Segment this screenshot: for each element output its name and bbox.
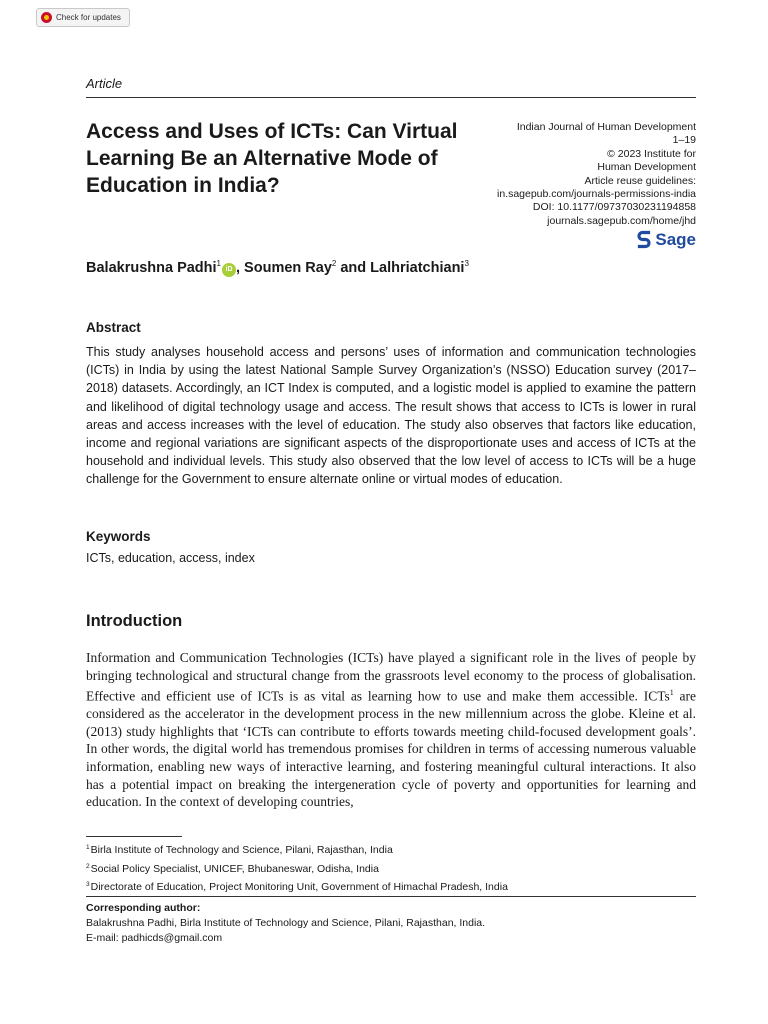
- journal-name: Indian Journal of Human Development: [516, 121, 696, 133]
- keywords-list: ICTs, education, access, index: [86, 551, 255, 565]
- affiliation-marker: 1: [216, 259, 221, 268]
- footnote-item: [86, 840, 508, 859]
- footnote-item: [86, 877, 508, 896]
- footnote-text: Social Policy Specialist, UNICEF, Bhubaneswar, Odisha, India: [90, 862, 379, 875]
- author-name: , Soumen Ray: [236, 260, 332, 276]
- introduction-heading: Introduction: [86, 612, 183, 630]
- affiliation-marker: 2: [331, 259, 337, 268]
- footnote-text: Directorate of Education, Project Monitoring Unit, Government of Himachal Pradesh, India: [90, 881, 508, 894]
- corresponding-divider: [86, 896, 696, 897]
- footnote-marker: 1: [669, 688, 674, 698]
- article-title: Access and Uses of ICTs: Can Virtual Learning Be an Alternative Mode of Education in India?: [86, 120, 458, 197]
- header-divider: [86, 97, 696, 98]
- footnotes: [86, 840, 508, 896]
- check-updates-icon: [41, 12, 52, 23]
- journal-meta: [436, 121, 696, 228]
- footnote-divider: [86, 836, 182, 837]
- corresponding-email[interactable]: E-mail: padhicds@gmail.com: [86, 932, 223, 944]
- corresponding-affiliation: Balakrushna Padhi, Birla Institute of Technology and Science, Pilani, Rajasthan, India.: [86, 917, 486, 929]
- abstract-heading: Abstract: [86, 320, 141, 335]
- footnote-number: 3: [86, 881, 90, 889]
- intro-text-part: are considered as the accelerator in the development process in the new millennium across the globe. Kleine et al. (2013) study highlights that ‘ICTs can contribute to efforts towards meeting child-focused development goals’. In other words, the digital world has tremendous promises for children in terms of accessing numerous valuable information, enabling new ways of interactive learning, and fostering meaningful cultural interactions. It also has a potential impact on breaking the intergeneration cycle of poverty and opportunities for learning and education. In the context of developing countries,: [86, 688, 697, 810]
- footnote-number: 1: [86, 844, 90, 851]
- author-name: Balakrushna Padhi: [86, 260, 217, 276]
- doi-link[interactable]: DOI: 10.1177/09737030231194858: [532, 201, 696, 214]
- check-for-updates-button[interactable]: [36, 8, 130, 27]
- keywords-heading: Keywords: [86, 529, 151, 544]
- copyright-line: © 2023 Institute for: [607, 147, 696, 160]
- publisher-logo: [637, 230, 696, 250]
- footnote-text: Birla Institute of Technology and Science, Pilani, Rajasthan, India: [90, 844, 393, 856]
- footnote-number: 2: [86, 862, 90, 870]
- copyright-holder: Human Development: [597, 161, 696, 174]
- author-list: [86, 259, 469, 277]
- footnote-item: [86, 859, 508, 878]
- check-for-updates-label: Check for updates: [56, 13, 121, 22]
- corresponding-heading: Corresponding author:: [86, 902, 201, 914]
- introduction-paragraph: [86, 649, 696, 811]
- reuse-label: Article reuse guidelines:: [584, 174, 696, 187]
- corresponding-author: [86, 901, 485, 946]
- sage-logo-icon: [637, 230, 651, 250]
- journal-homepage-link[interactable]: journals.sagepub.com/home/jhd: [547, 214, 696, 227]
- article-type-label: Article: [86, 76, 123, 91]
- orcid-icon[interactable]: iD: [222, 263, 236, 277]
- publisher-name: Sage: [655, 230, 696, 249]
- reuse-link[interactable]: in.sagepub.com/journals-permissions-india: [496, 188, 696, 201]
- page-range: 1–19: [672, 134, 696, 147]
- author-name: and Lalhriatchiani: [336, 260, 465, 276]
- affiliation-marker: 3: [464, 259, 469, 268]
- abstract-body: This study analyses household access and persons’ uses of information and communication technologies (ICTs) in India by using the latest National Sample Survey Organization’s (NSSO) Education survey (2017–2018) datasets. Accordingly, an ICT Index is computed, and a logistic model is applied to examine the pattern and likelihood of digital technology usage and access. The result shows that access to ICTs is lower in rural areas and access increases with the level of education. The study also observes that factors like education, income and regional variations are significant aspects of the disproportionate uses and access of ICTs at the household and individual levels. This study also observed that the low level of access to ICTs will be a huge challenge for the Government to ensure alternate online or virtual modes of education.: [86, 345, 696, 487]
- intro-text-part: Information and Communication Technologies (ICTs) have played a significant role in the lives of people by bringing technological and structural change from the grassroots level economy to the process of globalisation. Effective and efficient use of ICTs is as vital as learning how to use and make them accessible. ICTs: [86, 650, 696, 704]
